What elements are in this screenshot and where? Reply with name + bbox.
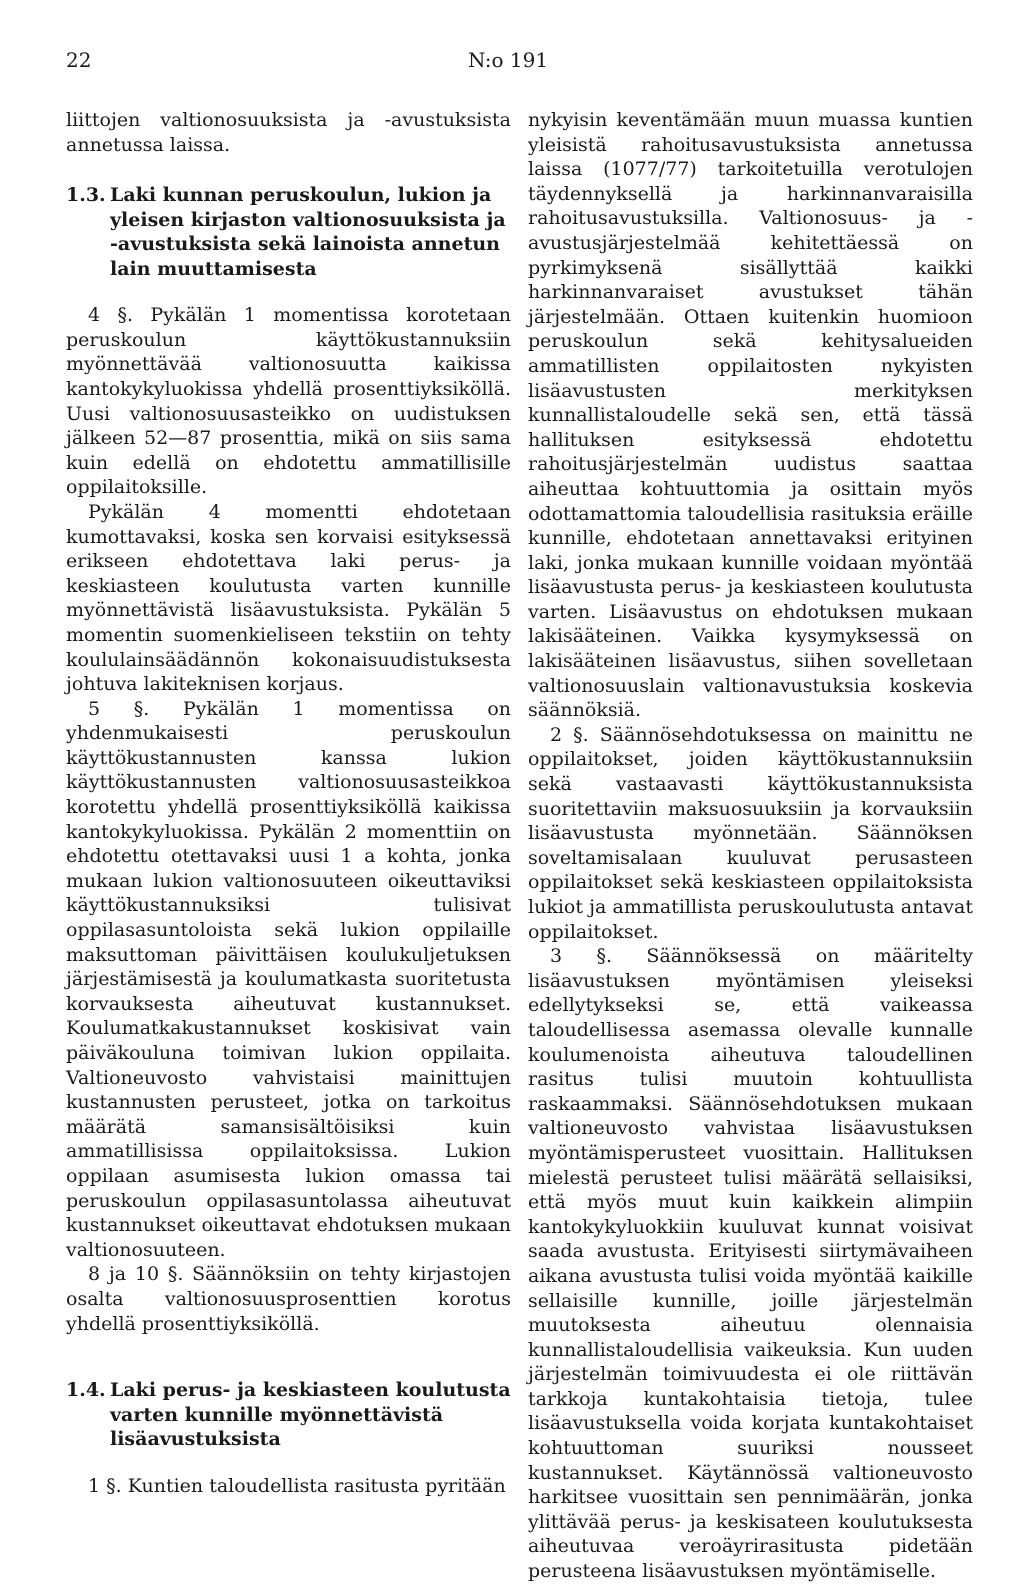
page-header	[66, 48, 966, 88]
left-column	[66, 108, 511, 1498]
spacer	[66, 1336, 511, 1352]
paragraph: 1 §. Kuntien taloudellista rasitusta pyritään	[88, 1474, 506, 1497]
paragraph: 4 §. Pykälän 1 momentissa korotetaan peruskoulun käyttökustannuksiin myönnettävää valtionosuutta kaikissa kantokykyluokissa yhdellä prosenttiyksiköllä. Uusi valtionosuusasteikko on uudistuksen jälkeen 52—87 prosenttia, mikä on siis sama kuin edellä on ehdotettu ammatillisille oppilaitoksille.	[66, 304, 511, 499]
page-number: 22	[66, 48, 92, 72]
paragraph: 3 §. Säännöksessä on määritelty lisäavustuksen myöntämisen yleiseksi edellytykseksi se, että vaikeassa taloudellisessa asemassa olevalle kunnalle koulumenoista aiheutuva taloudellinen rasitus tulisi muutoin kohtuullista raskaammaksi. Säännösehdotuksen mukaan valtioneuvosto vahvistaa lisäavustuksen myöntämisperusteet vuosittain. Hallituksen mielestä perusteet tulisi määrätä sellaisiksi, että myös muut kuin kaikkein alimpiin kantokykyluokkiin kuuluvat kunnat voisivat saada avustusta. Erityisesti siirtymävaiheen aikana avustusta tulisi voida myöntää kaikille sellaisille kunnille, joille järjestelmän muutoksesta aiheutuu olennaisia kunnallistaloudellisia vaikeuksia. Kun uuden järjestelmän toimivuudesta ei ole riittävän tarkkoja kuntakohtaisia tietoja, tulee lisäavustuksella voida korjata kuntakohtaiset kohtuuttoman suuriksi nousseet kustannukset. Käytännössä valtioneuvosto harkitsee vuosittain sen pennimäärän, jonka ylittävää perus- ja keskisateen koulutuksesta aiheutuvaa veroäyrirasitusta pidetään perusteena lisäavustuksen myöntämiselle.	[528, 945, 973, 1583]
section-title: Laki kunnan peruskoulun, lukion ja yleisen kirjaston valtionosuuksista ja -avustuksista sekä lainoista annetun lain muuttamisesta	[110, 184, 506, 280]
issue-number: N:o 191	[468, 48, 549, 72]
section-number: 1.4.	[66, 1379, 106, 1402]
paragraph: 5 §. Pykälän 1 momentissa on yhdenmukaisesti peruskoulun käyttökustannusten kanssa lukion käyttökustannusten valtionosuusasteikkoa korotettu yhdellä prosenttiyksiköllä kaikissa kantokykyluokissa. Pykälän 2 momenttiin on ehdotettu otettavaksi uusi 1 a kohta, jonka mukaan lukion valtionosuuteen oikeuttaviksi käyttökustannuksiksi tulisivat oppilasasuntoloista sekä lukion oppilaille maksuttoman päivittäisen koulukuljetuksen järjestämisestä ja koulumatkasta suoritetusta korvauksesta aiheutuvat kustannukset. Koulumatkakustannukset koskisivat vain päiväkouluna toimivan lukion oppilaita. Valtioneuvosto vahvistaisi mainittujen kustannusten perusteet, jotka on tarkoitus määrätä samansisältöisiksi kuin ammatillisissa oppilaitoksissa. Lukion oppilaan asumisesta lukion omassa tai peruskoulun oppilasasuntolassa aiheutuvat kustannukset oikeuttavat ehdotuksen mukaan valtionosuuteen.	[66, 697, 511, 1261]
right-column	[528, 108, 973, 1584]
paragraph: 8 ja 10 §. Säännöksiin on tehty kirjastojen osalta valtionosuusprosenttien korotus yhdellä prosenttiyksiköllä.	[66, 1263, 511, 1335]
section-heading-1-3	[66, 183, 511, 281]
paragraph: Pykälän 4 momentti ehdotetaan kumottavaksi, koska sen korvaisi esityksessä erikseen ehdotettava laki perus- ja keskiasteen koulutusta varten kunnille myönnettävistä lisäavustuksista. Pykälän 5 momentin suomenkieliseen tekstiin on tehty koululainsäädännön kokonaisuudistuksesta johtuva lakiteknisen korjaus.	[66, 500, 511, 696]
section-number: 1.3.	[66, 184, 106, 207]
paragraph: liittojen valtionosuuksista ja -avustuksista annetussa laissa.	[66, 109, 511, 156]
paragraph: nykyisin keventämään muun muassa kuntien yleisistä rahoitusavustuksista annetussa laissa (1077/77) tarkoitetuilla verotulojen täydennyksellä ja harkinnanvaraisilla rahoitusavustuksilla. Valtionosuus- ja -avustusjärjestelmää kehitettäessä on pyrkimyksenä sisällyttää kaikki harkinnanvaraiset avustukset tähän järjestelmään. Ottaen kuitenkin huomioon peruskoulun sekä kehitysalueiden ammatillisten oppilaitosten nykyisten lisäavustusten merkityksen kunnallistaloudelle sekä sen, että tässä hallituksen esityksessä ehdotettu rahoitusjärjestelmän uudistus saattaa aiheuttaa kohtuuttomia ja osittain myös odottamattomia taloudellisia rasituksia eräille kunnille, ehdotetaan annettavaksi erityinen laki, jonka mukaan kunnille voidaan myöntää lisäavustusta perus- ja keskiasteen koulutusta varten. Lisäavustus on ehdotuksen mukaan lakisääteinen. Vaikka kysymyksessä on lakisääteinen lisäavustus, siihen sovelletaan valtionosuuslain valtionavustuksia koskevia säännöksiä.	[528, 109, 973, 722]
section-heading-1-4	[66, 1378, 511, 1452]
paragraph: 2 §. Säännösehdotuksessa on mainittu ne oppilaitokset, joiden käyttökustannuksiin sekä vastaavasti käyttökustannuksista suoritettaviin maksuosuuksiin ja korvauksiin lisäavustusta myönnetään. Säännöksen soveltamisalaan kuuluvat perusasteen oppilaitokset sekä keskiasteen oppilaitoksista lukiot ja ammatillista peruskoulutusta antavat oppilaitokset.	[528, 723, 973, 943]
section-title: Laki perus- ja keskiasteen koulutusta varten kunnille myönnettävistä lisäavustuksista	[110, 1379, 511, 1451]
